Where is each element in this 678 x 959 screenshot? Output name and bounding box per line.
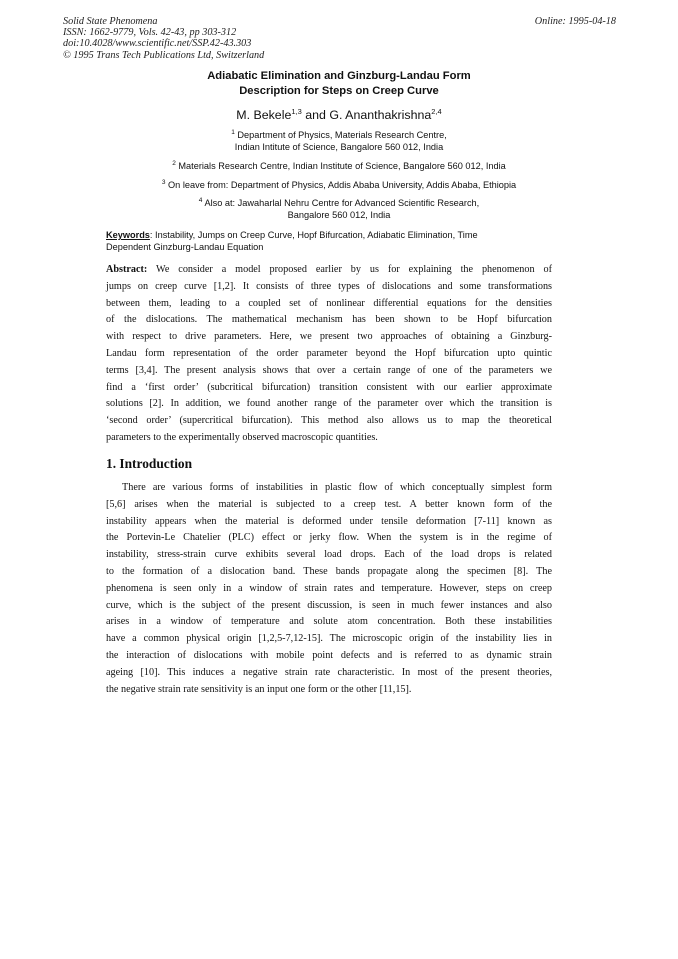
intro-line-4: instability, stress-strain curve exhibits several load drops. Each of the load drops is related	[106, 549, 552, 561]
abstract-line-9: ‘second order’ (supercritical bifurcation). This method also allows us to map the theoretical	[106, 415, 552, 427]
author-conjunction: and	[301, 108, 330, 122]
issn-line: ISSN: 1662-9779, Vols. 42-43, pp 303-312	[63, 27, 237, 39]
affiliation-3	[0, 177, 678, 191]
section-heading-introduction: 1. Introduction	[106, 456, 193, 471]
affiliation-3-number: 3	[161, 179, 166, 186]
keywords-line-2: Dependent Ginzburg-Landau Equation	[106, 242, 264, 252]
abstract-line-0: We consider a model proposed earlier by us for explaining the phenomenon of	[147, 264, 552, 275]
affiliation-4-number: 4	[198, 197, 203, 204]
abstract-line-5: Landau form representation of the order parameter beyond the Hopf bifurcation upto quintic	[106, 347, 552, 359]
abstract-paragraph	[106, 262, 552, 447]
introduction-paragraph	[106, 480, 552, 698]
paper-title	[0, 69, 678, 98]
keywords-block	[106, 229, 552, 253]
intro-line-12: the negative strain rate sensitivity is an input one form or the other [11,15].	[106, 683, 412, 695]
copyright-line: © 1995 Trans Tech Publications Ltd, Switzerland	[63, 49, 265, 61]
intro-line-3: the Portevin-Le Chatelier (PLC) effect or jerky flow. When the system is in the regime of	[106, 532, 552, 544]
abstract-line-3: of the dislocations. The mathematical mechanism has been shown to be Hopf bifurcation	[106, 314, 552, 326]
journal-name: Solid State Phenomena	[63, 16, 158, 27]
keywords-label: Keywords	[106, 230, 150, 240]
affiliation-4-line-1: Also at: Jawaharlal Nehru Centre for Advanced Scientific Research,	[204, 198, 480, 208]
online-date: Online: 1995-04-18	[534, 16, 616, 27]
journal-header	[63, 16, 264, 61]
intro-line-10: the interaction of dislocations with mobile point defects and is referred to as dynamic strain	[106, 649, 552, 661]
abstract-line	[106, 262, 552, 279]
author-1-affiliation-marks: 1,3	[291, 107, 302, 116]
abstract-line-8: solutions [2]. In addition, we found another range of the parameter over which the transition is	[106, 398, 552, 410]
author-list	[0, 107, 678, 122]
intro-line-9: have a common physical origin [1,2,5-7,12-15]. The microscopic origin of the instability lies in	[106, 633, 552, 645]
affiliation-1	[0, 127, 678, 153]
affiliation-1-number: 1	[231, 129, 235, 136]
affiliation-2-text: Materials Research Centre, Indian Institute of Science, Bangalore 560 012, India	[178, 161, 506, 171]
keywords-line-1: : Instability, Jumps on Creep Curve, Hopf Bifurcation, Adiabatic Elimination, Time	[149, 230, 478, 240]
author-2-affiliation-marks: 2,4	[431, 107, 442, 116]
intro-line-11: ageing [10]. This induces a negative strain rate characteristic. In most of the present theories,	[106, 666, 552, 678]
abstract-line-1: jumps on creep curve [1,2]. It consists of three types of dislocations and some transformations	[106, 280, 552, 292]
affiliation-4	[0, 195, 678, 221]
intro-line-1: [5,6] arises when the material is subjected to a creep test. A better known form of the	[106, 498, 552, 510]
abstract-line-2: between them, leading to a coupled set of nonlinear differential equations for the densities	[106, 297, 552, 309]
affiliation-4-line-2: Bangalore 560 012, India	[287, 210, 391, 220]
title-line-2: Description for Steps on Creep Curve	[239, 84, 439, 97]
abstract-line-4: with respect to drive parameters. Here, we present two approaches of obtaining a Ginzburg-	[106, 331, 552, 343]
intro-line-7: curve, which is the subject of the present discussion, is seen in much fewer instances and also	[106, 599, 552, 611]
author-2: G. Ananthakrishna	[329, 108, 432, 122]
intro-line-0: There are various forms of instabilities in plastic flow of which conceptually simplest form	[122, 482, 552, 493]
doi-line[interactable]: doi:10.4028/www.scientific.net/SSP.42-43.303	[63, 38, 252, 50]
abstract-label: Abstract:	[106, 264, 148, 275]
affiliation-1-line-1: Department of Physics, Materials Research Centre,	[237, 130, 447, 140]
affiliation-2	[0, 158, 678, 172]
affiliation-1-line-2: Indian Intitute of Science, Bangalore 560 012, India	[234, 142, 444, 152]
affiliation-3-text: On leave from: Department of Physics, Addis Ababa University, Addis Ababa, Ethiopia	[168, 180, 517, 190]
intro-line-2: instability appears when the material is deformed under tensile deformation [7-11] known as	[106, 515, 552, 527]
title-line-1: Adiabatic Elimination and Ginzburg-Landau Form	[207, 70, 471, 82]
abstract-line-7: find a ‘first order’ (subcritical bifurcation) transition consistent with our earlier approximate	[106, 381, 552, 393]
intro-line-6: phenomena is seen only in a window of strain rates and temperature. However, steps on creep	[106, 582, 552, 594]
affiliation-2-number: 2	[172, 160, 176, 167]
abstract-line-10: parameters to the experimentally observed macroscopic quantities.	[106, 431, 378, 443]
intro-line-8: arises in a window of temperature and solute atom concentration. Both these instabilities	[106, 616, 552, 628]
intro-line-5: to the formation of a dislocation band. These bands propagate along the specimen [8]. The	[106, 565, 552, 577]
author-1: M. Bekele	[236, 108, 292, 122]
abstract-line-6: terms [3,4]. The present analysis shows that over a certain range of one of the parameters we	[106, 364, 552, 376]
